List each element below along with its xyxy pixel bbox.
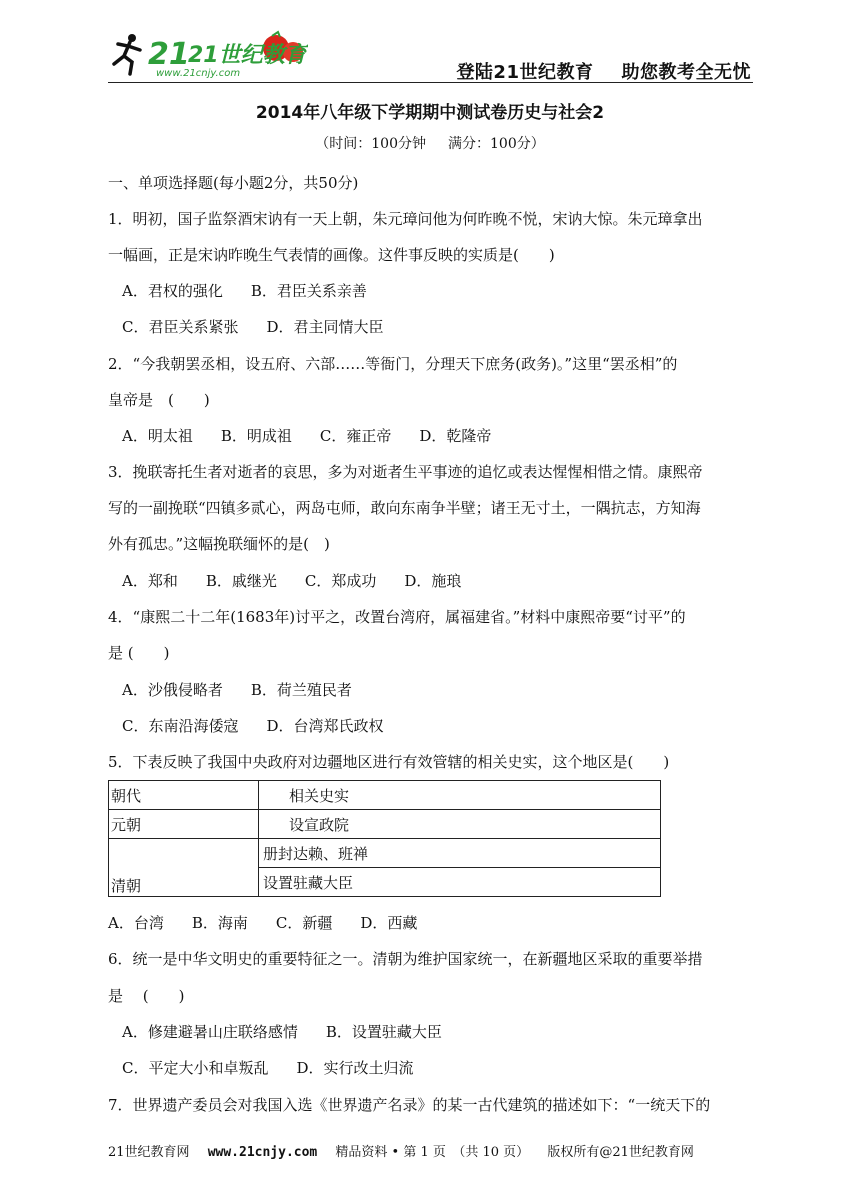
q4-line2: 是 ( )	[108, 644, 170, 662]
q5-options	[108, 912, 417, 933]
q4-line1: 4．“康熙二十二年(1683年)讨平之，改置台湾府，属福建省。”材料中康熙帝要“讨平”的	[108, 608, 686, 626]
q2-option-a: A．明太祖	[122, 427, 193, 445]
footer-url-link[interactable]: www.21cnjy.com	[207, 1145, 318, 1160]
q2-option-b: B．明成祖	[220, 427, 292, 445]
table-header-facts: 相关史实	[259, 781, 661, 810]
table-header-dynasty: 朝代	[109, 781, 259, 810]
slogan-left: 登陆21世纪教育	[456, 62, 594, 83]
exam-time: （时间：100分钟	[315, 136, 426, 152]
q1-line2: 一幅画，正是宋讷昨晚生气表情的画像。这件事反映的实质是( )	[108, 246, 555, 264]
table-cell-fact: 设宣政院	[259, 810, 661, 839]
table-row	[109, 810, 661, 839]
header-slogan	[456, 58, 751, 84]
q3-option-d: D．施琅	[404, 572, 462, 590]
q5-line1: 5．下表反映了我国中央政府对边疆地区进行有效管辖的相关史实，这个地区是( )	[108, 753, 670, 771]
q4-option-d: D．台湾郑氏政权	[266, 717, 384, 735]
page-header	[108, 28, 753, 86]
logo-21cnjy	[108, 28, 308, 80]
q2-line1: 2．“今我朝罢丞相，设五府、六部……等衙门，分理天下庶务(政务)。”这里“罢丞相”的	[108, 355, 678, 373]
q1-options-row1	[122, 280, 367, 301]
q2-option-c: C．雍正帝	[319, 427, 392, 445]
page-footer	[108, 1141, 708, 1160]
q6-options-row1	[122, 1021, 442, 1042]
q2-line2: 皇帝是 ( )	[108, 391, 210, 409]
q3-option-b: B．戚继光	[205, 572, 277, 590]
q2-options	[122, 425, 491, 446]
q4-option-b: B．荷兰殖民者	[250, 681, 352, 699]
q1-options-row2	[122, 316, 384, 337]
history-table	[108, 780, 661, 897]
q5-option-d: D．西藏	[360, 914, 418, 932]
q6-option-b: B．设置驻藏大臣	[325, 1023, 442, 1041]
q2-option-d: D．乾隆帝	[419, 427, 492, 445]
table-cell-fact: 设置驻藏大臣	[259, 868, 661, 897]
table-cell-fact: 册封达赖、班禅	[259, 839, 661, 868]
q5-option-a: A．台湾	[108, 914, 164, 932]
q1-option-c: C．君臣关系紧张	[122, 318, 239, 336]
q7-line1: 7．世界遗产委员会对我国入选《世界遗产名录》的某一古代建筑的描述如下：“一统天下的	[108, 1096, 711, 1114]
q1-option-d: D．君主同情大臣	[266, 318, 384, 336]
table-cell-dynasty: 元朝	[109, 810, 259, 839]
q4-options-row1	[122, 679, 352, 700]
table-header-row	[109, 781, 661, 810]
q3-options	[122, 570, 461, 591]
q3-option-c: C．郑成功	[304, 572, 377, 590]
q1-line1: 1．明初，国子监祭酒宋讷有一天上朝，朱元璋问他为何昨晚不悦，宋讷大惊。朱元璋拿出	[108, 210, 703, 228]
exam-score: 满分：100分）	[448, 136, 545, 152]
q1-option-b: B．君臣关系亲善	[250, 282, 367, 300]
q3-line3: 外有孤忠。”这幅挽联缅怀的是( )	[108, 535, 330, 553]
q3-line1: 3．挽联寄托生者对逝者的哀思，多为对逝者生平事迹的追忆或表达惺惺相惜之情。康熙帝	[108, 463, 703, 481]
q6-line2: 是 ( )	[108, 987, 185, 1005]
footer-site: 21世纪教育网	[108, 1145, 190, 1160]
footer-copyright: 版权所有@21世纪教育网	[547, 1145, 694, 1160]
q6-option-a: A．修建避暑山庄联络感情	[122, 1023, 298, 1041]
slogan-right: 助您教考全无忧	[621, 62, 751, 83]
q5-option-b: B．海南	[191, 914, 248, 932]
q6-option-c: C．平定大小和卓叛乱	[122, 1059, 269, 1077]
q6-options-row2	[122, 1057, 414, 1078]
q3-option-a: A．郑和	[122, 572, 178, 590]
q6-line1: 6．统一是中华文明史的重要特征之一。清朝为维护国家统一，在新疆地区采取的重要举措	[108, 950, 703, 968]
exam-meta	[0, 133, 860, 153]
page-title: 2014年八年级下学期期中测试卷历史与社会2	[255, 103, 605, 123]
table-row	[109, 839, 661, 868]
svg-text:21: 21	[148, 37, 190, 72]
q4-option-c: C．东南沿海倭寇	[122, 717, 239, 735]
q1-option-a: A．君权的强化	[122, 282, 223, 300]
footer-page: 精品资料 • 第 1 页 （共 10 页）	[335, 1145, 530, 1160]
header-divider	[108, 82, 753, 83]
logo-text: 21世纪教育	[188, 43, 307, 68]
q5-option-c: C．新疆	[275, 914, 333, 932]
q4-options-row2	[122, 715, 384, 736]
q6-option-d: D．实行改土归流	[296, 1059, 414, 1077]
section-heading: 一、单项选择题(每小题2分，共50分)	[108, 174, 359, 192]
table-cell-dynasty: 清朝	[109, 839, 259, 897]
logo-url: www.21cnjy.com	[156, 68, 241, 79]
q3-line2: 写的一副挽联“四镇多贰心，两岛屯师，敢向东南争半壁；诸王无寸土，一隅抗志，方知海	[108, 499, 701, 517]
q4-option-a: A．沙俄侵略者	[122, 681, 223, 699]
